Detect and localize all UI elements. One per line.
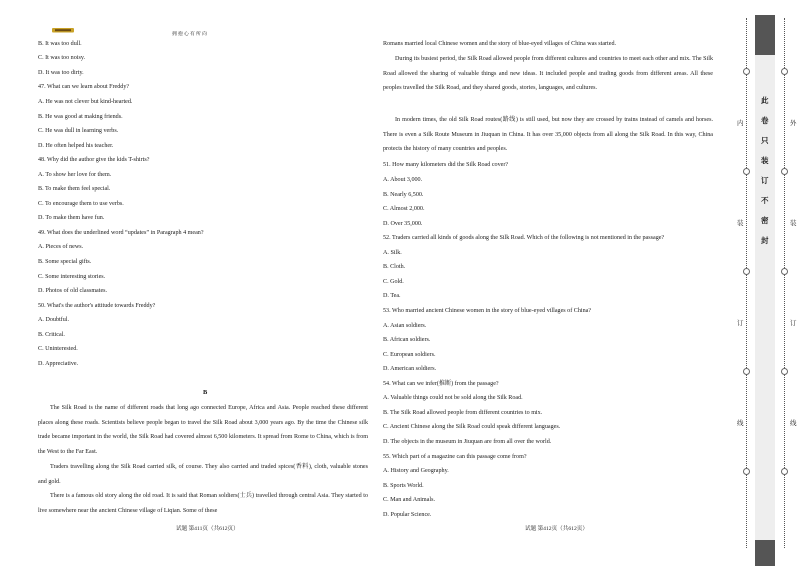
option-line: D. It was too dirty.	[38, 70, 84, 76]
binding-hole	[781, 368, 788, 375]
option-line: B. Sports World.	[383, 483, 424, 489]
binding-label: 装	[790, 220, 797, 227]
option-line: D. The objects in the museum in Jiuquan are from all over the world.	[383, 439, 552, 445]
binding-notice-char: 此	[761, 96, 769, 105]
binding-label: 线	[790, 420, 797, 427]
section-heading: B	[203, 389, 208, 396]
option-line: A. History and Geography.	[383, 468, 449, 474]
binding-notice-char: 订	[761, 176, 769, 185]
option-line: A. Doubtful.	[38, 317, 69, 323]
option-line: D. Photos of old classmates.	[38, 288, 108, 294]
option-line: B. He was good at making friends.	[38, 114, 123, 120]
question-line: 55. Which part of a magazine can this passage come from?	[383, 454, 527, 460]
option-line: B. Some special gifts.	[38, 259, 92, 265]
option-line: A. Pieces of news.	[38, 244, 84, 250]
option-line: A. Silk.	[383, 250, 402, 256]
option-line: A. To show her love for them.	[38, 172, 112, 178]
passage-paragraph: During its busiest period, the Silk Road allowed people from different cultures and countries to meet each other and mix. The Silk Road allowed the sharing of valuable things and new ideas. It included people and trading goods from different areas. All these peoples travelled the Silk Road, and they shared goods, stories, languages, and cultures.	[383, 56, 713, 92]
binding-band-top	[755, 15, 775, 55]
option-line: B. Critical.	[38, 332, 65, 338]
binding-label: 订	[790, 320, 797, 327]
binding-notice-char: 卷	[761, 116, 769, 125]
option-line: C. Gold.	[383, 279, 404, 285]
question-line: 54. What can we infer(推断) from the passage?	[383, 381, 499, 387]
passage-paragraph: Romans married local Chinese women and the story of blue-eyed villages of China was started.	[383, 41, 617, 47]
binding-hole	[781, 68, 788, 75]
passage-paragraph: There is a famous old story along the old road. It is said that Roman soldiers(士兵) travelled through central Asia. They started to live somewhere near the ancient Chinese village of Liqian. Some of these	[38, 493, 368, 514]
binding-notice-char: 封	[761, 236, 769, 245]
binding-hole	[743, 168, 750, 175]
binding-hole	[743, 68, 750, 75]
passage-paragraph: In modern times, the old Silk Road routes(路线) is still used, but now they are crossed by trains instead of camels and horses. There is even a Silk Route Museum in Jiuquan in China. It has over 35,000 objects from all along the Silk Road. In this way, China protects the history of many countries and peoples.	[383, 117, 713, 153]
binding-label: 订	[737, 320, 744, 327]
publisher-logo	[52, 27, 82, 34]
option-line: C. It was too noisy.	[38, 55, 86, 61]
binding-label: 装	[737, 220, 744, 227]
binding-hole	[781, 468, 788, 475]
option-line: B. Cloth.	[383, 264, 406, 270]
option-line: C. Ancient Chinese along the Silk Road could speak different languages.	[383, 424, 561, 430]
option-line: C. Some interesting stories.	[38, 274, 106, 280]
option-line: A. About 3,000.	[383, 177, 423, 183]
option-line: D. Appreciative.	[38, 361, 79, 367]
option-line: A. Valuable things could not be sold along the Silk Road.	[383, 395, 523, 401]
option-line: B. The Silk Road allowed people from different countries to mix.	[383, 410, 543, 416]
binding-hole	[781, 268, 788, 275]
question-line: 53. Who married ancient Chinese women in the story of blue-eyed villages of China?	[383, 308, 592, 314]
binding-hole	[743, 268, 750, 275]
option-line: D. To make them have fun.	[38, 215, 105, 221]
option-line: C. He was dull in learning verbs.	[38, 128, 119, 134]
option-line: D. He often helped his teacher.	[38, 143, 114, 149]
question-line: 48. Why did the author give the kids T-shirts?	[38, 157, 150, 163]
binding-notice-char: 只	[761, 136, 769, 145]
binding-notice-char: 密	[761, 216, 769, 225]
passage-paragraph: The Silk Road is the name of different roads that long ago connected Europe, Africa and Asia. People reached these different places along these roads. Scientists believe people began to travel the Silk Road about 3,000 years ago. By the time the Chinese silk trade became important in the world, the Silk Road had covered almost 6,500 kilometers. It spread from Rome to China, which is from the West to the Far East.	[38, 405, 368, 455]
option-line: B. African soldiers.	[383, 337, 431, 343]
option-line: C. Man and Animals.	[383, 497, 435, 503]
binding-hole	[743, 368, 750, 375]
option-line: D. Popular Science.	[383, 512, 432, 518]
option-line: D. Over 35,000.	[383, 221, 423, 227]
page-footer-left: 试题 第411页（共612页）	[176, 526, 239, 532]
option-line: C. European soldiers.	[383, 352, 436, 358]
binding-hole	[743, 468, 750, 475]
binding-label: 线	[737, 420, 744, 427]
option-line: A. He was not clever but kind-hearted.	[38, 99, 133, 105]
binding-notice-char: 不	[761, 196, 769, 205]
option-line: C. To encourage them to use verbs.	[38, 201, 124, 207]
option-line: C. Almost 2,000.	[383, 206, 425, 212]
option-line: B. To make them feel special.	[38, 186, 111, 192]
binding-label: 外	[790, 120, 797, 127]
question-line: 51. How many kilometers did the Silk Road cover?	[383, 162, 509, 168]
page-footer-right: 试题 第412页（共612页）	[525, 526, 588, 532]
question-line: 52. Traders carried all kinds of goods along the Silk Road. Which of the following is not mentioned in the passage?	[383, 235, 665, 241]
option-line: D. American soldiers.	[383, 366, 437, 372]
binding-label: 内	[737, 120, 744, 127]
question-line: 47. What can we learn about Freddy?	[38, 84, 130, 90]
passage-paragraph: Traders travelling along the Silk Road carried silk, of course. They also carried and traded spices(香料), cloth, valuable stones and gold.	[38, 464, 368, 485]
binding-band-bottom	[755, 540, 775, 566]
question-line: 49. What does the underlined word “updates” in Paragraph 4 mean?	[38, 230, 204, 236]
option-line: B. Nearly 6,500.	[383, 192, 424, 198]
option-line: C. Uninterested.	[38, 346, 78, 352]
option-line: D. Tea.	[383, 293, 401, 299]
binding-hole	[781, 168, 788, 175]
question-line: 50. What's the author's attitude towards Freddy?	[38, 303, 156, 309]
option-line: B. It was too dull.	[38, 41, 82, 47]
option-line: A. Asian soldiers.	[383, 323, 427, 329]
binding-notice-char: 装	[761, 156, 769, 165]
header-motto: 拥 抱 心 有 所 向	[172, 32, 207, 37]
